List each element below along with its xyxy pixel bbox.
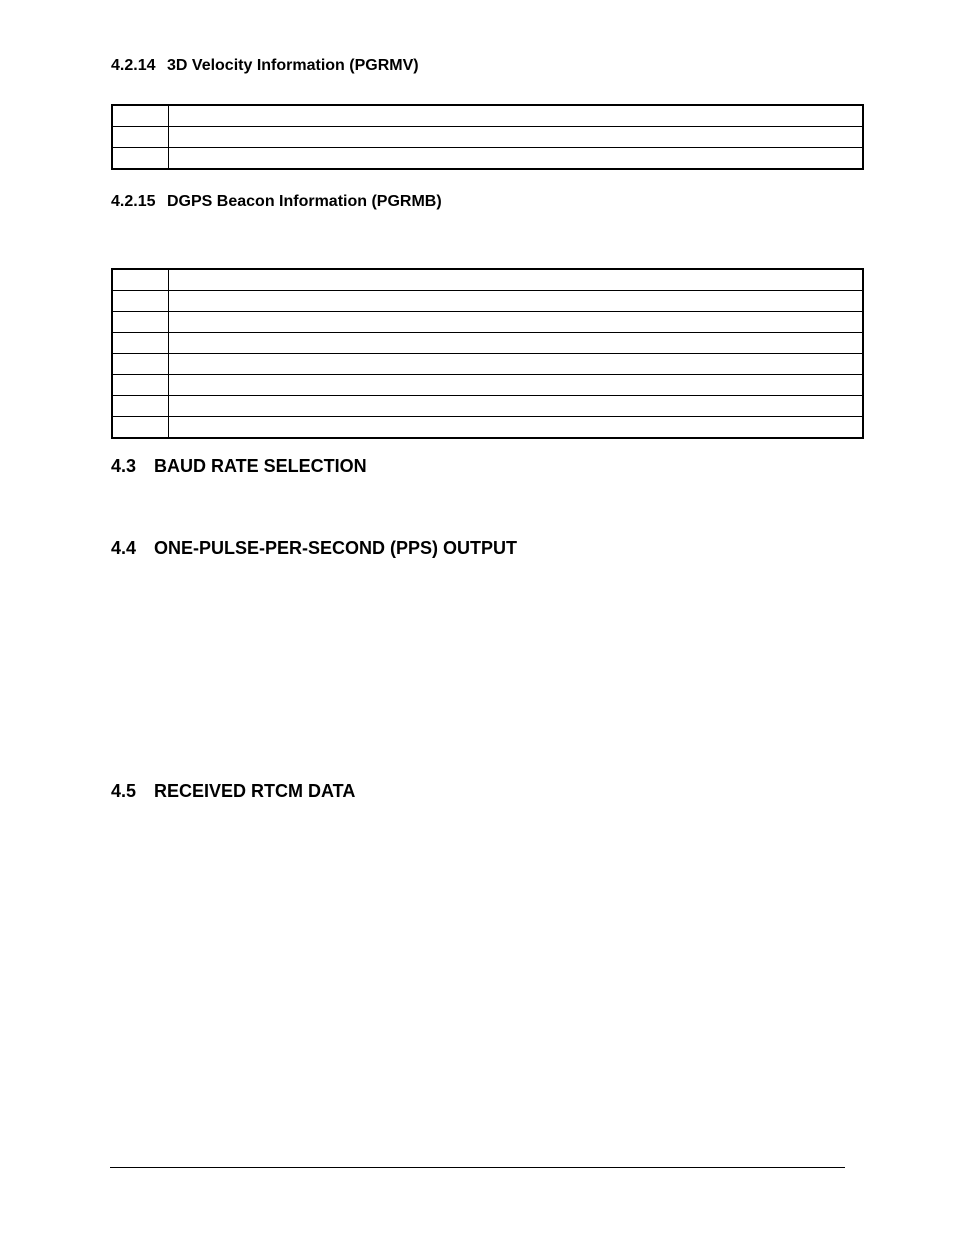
table-row — [112, 291, 863, 312]
table-cell — [169, 333, 864, 354]
section-title: ONE-PULSE-PER-SECOND (PPS) OUTPUT — [154, 538, 518, 558]
table-cell — [112, 354, 169, 375]
pgrmb-field-table — [111, 268, 864, 439]
table-cell — [169, 291, 864, 312]
section-title: DGPS Beacon Information (PGRMB) — [167, 193, 442, 210]
table-cell — [112, 396, 169, 417]
table-row — [112, 127, 863, 148]
table-cell — [112, 417, 169, 439]
section-heading-4-4 — [111, 537, 517, 559]
table-cell — [112, 269, 169, 291]
table-cell — [169, 375, 864, 396]
table-row — [112, 269, 863, 291]
table-cell — [112, 127, 169, 148]
table-cell — [169, 269, 864, 291]
table-row — [112, 333, 863, 354]
table-cell — [112, 105, 169, 127]
table-row — [112, 148, 863, 170]
table-cell — [169, 148, 864, 170]
section-heading-4-2-15 — [111, 192, 442, 212]
table-row — [112, 354, 863, 375]
table-cell — [169, 417, 864, 439]
table-cell — [169, 312, 864, 333]
table-cell — [169, 127, 864, 148]
section-heading-4-2-14 — [111, 56, 419, 76]
table-row — [112, 105, 863, 127]
section-number: 4.5 — [111, 781, 137, 801]
table-cell — [112, 333, 169, 354]
section-title: BAUD RATE SELECTION — [154, 456, 367, 476]
table-row — [112, 375, 863, 396]
table-cell — [112, 291, 169, 312]
section-number: 4.4 — [111, 538, 137, 558]
table-cell — [112, 312, 169, 333]
section-heading-4-3 — [111, 455, 367, 477]
section-title: 3D Velocity Information (PGRMV) — [167, 57, 419, 74]
footer-rule — [110, 1167, 845, 1168]
table-cell — [112, 375, 169, 396]
table-cell — [169, 396, 864, 417]
section-number: 4.2.14 — [111, 57, 156, 74]
table-cell — [169, 354, 864, 375]
table-row — [112, 312, 863, 333]
section-number: 4.3 — [111, 456, 137, 476]
table-cell — [169, 105, 864, 127]
table-row — [112, 396, 863, 417]
section-heading-4-5 — [111, 780, 355, 802]
table-cell — [112, 148, 169, 170]
pgrmv-field-table — [111, 104, 864, 170]
table-row — [112, 417, 863, 439]
section-title: RECEIVED RTCM DATA — [154, 781, 356, 801]
section-number: 4.2.15 — [111, 193, 156, 210]
